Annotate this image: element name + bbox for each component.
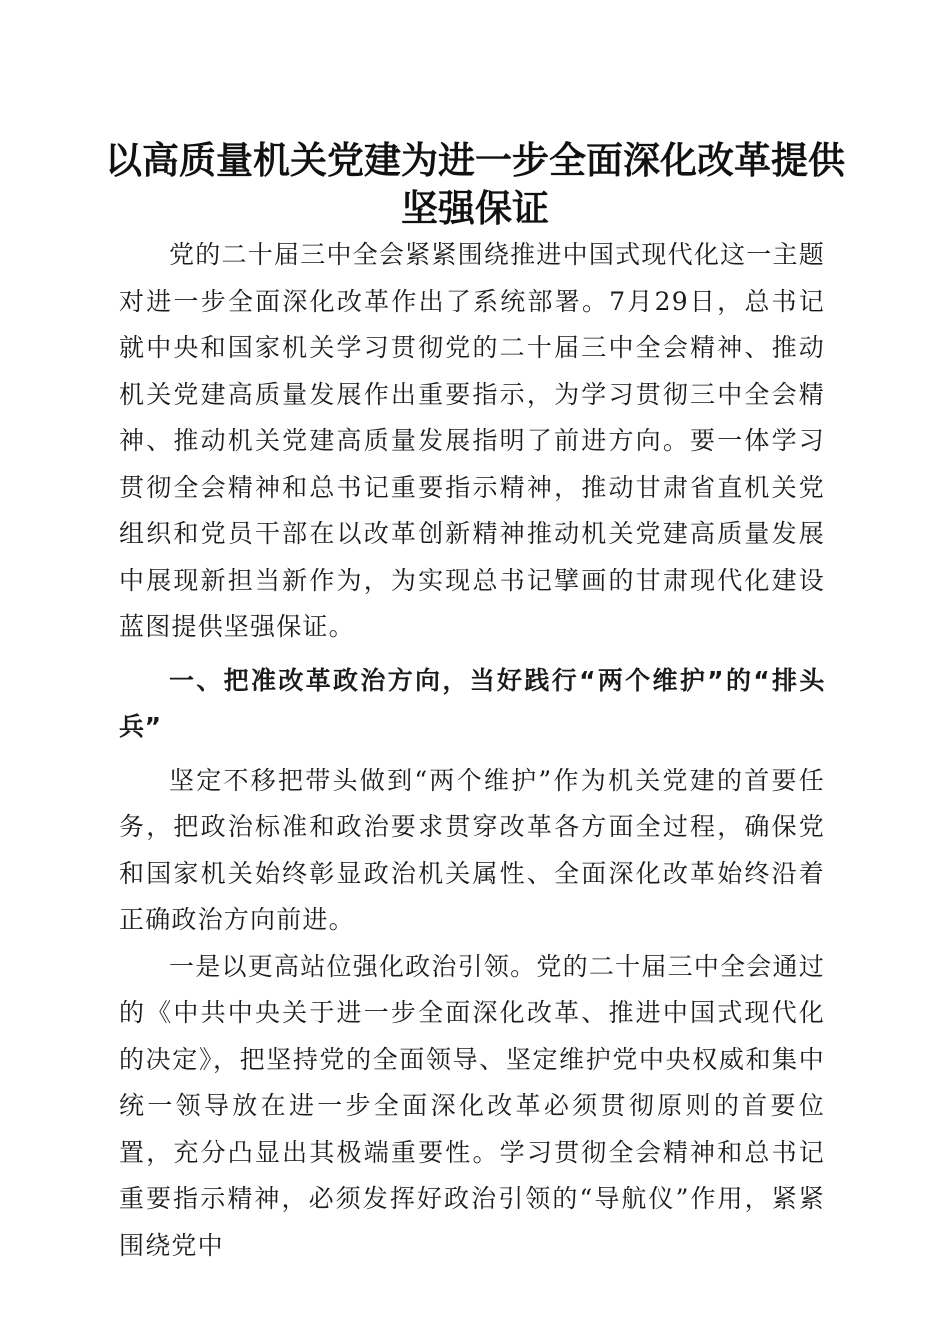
document-title: 以高质量机关党建为进一步全面深化改革提供坚强保证 — [105, 138, 845, 230]
section-heading-1: 一、把准改革政治方向，当好践行“两个维护”的“排头兵” — [119, 665, 825, 741]
document-body — [119, 232, 825, 1269]
subsection-paragraph: 一是以更高站位强化政治引领。党的二十届三中全会通过的《中共中央关于进一步全面深化改革、推进中国式现代化的决定》，把坚持党的全面领导、坚定维护党中央权威和集中统一领导放在进一步全面深化改革必须贯彻原则的首要位置，充分凸显出其极端重要性。学习贯彻全会精神和总书记重要指示精神，必须发挥好政治引领的“导航仪”作用，紧紧围绕党中 — [119, 951, 825, 1260]
section-paragraph: 坚定不移把带头做到“两个维护”作为机关党建的首要任务，把政治标准和政治要求贯穿改革各方面全过程，确保党和国家机关始终彰显政治机关属性、全面深化改革始终沿着正确政治方向前进。 — [119, 765, 825, 934]
intro-paragraph: 党的二十届三中全会紧紧围绕推进中国式现代化这一主题对进一步全面深化改革作出了系统部署。7月29日，总书记就中央和国家机关学习贯彻党的二十届三中全会精神、推动机关党建高质量发展作出重要指示，为学习贯彻三中全会精神、推动机关党建高质量发展指明了前进方向。要一体学习贯彻全会精神和总书记重要指示精神，推动甘肃省直机关党组织和党员干部在以改革创新精神推动机关党建高质量发展中展现新担当新作为，为实现总书记擘画的甘肃现代化建设蓝图提供坚强保证。 — [119, 240, 825, 641]
